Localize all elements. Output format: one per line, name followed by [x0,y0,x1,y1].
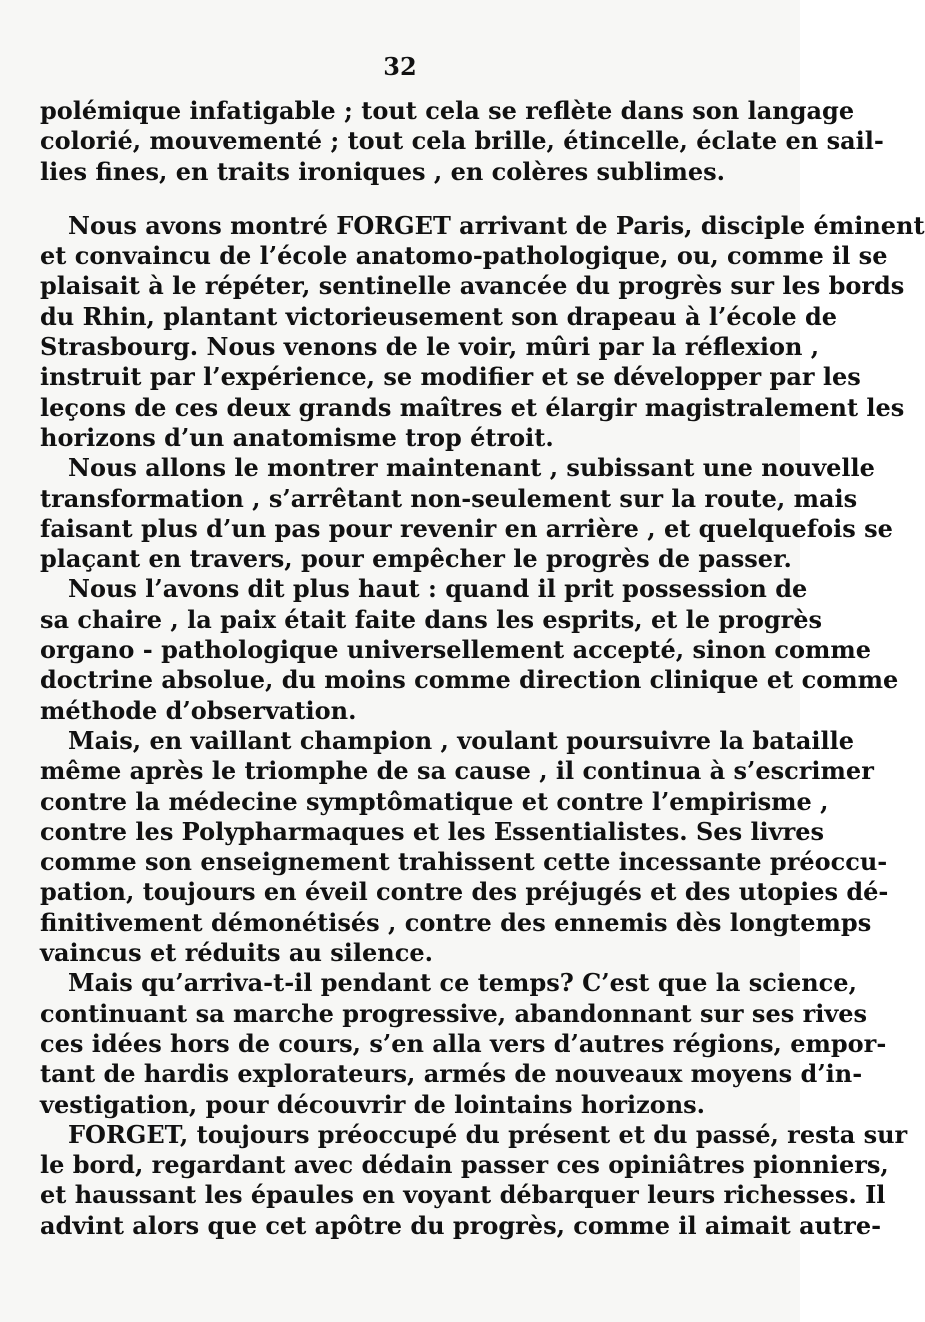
text-line: plaçant en travers, pour empêcher le progrès de passer. [40,544,792,574]
paragraph-gap [40,187,762,211]
paragraph [40,725,889,968]
text-line: méthode d’observation. [40,695,357,725]
paragraph [40,96,884,187]
text-line: tant de hardis explorateurs, armés de nouveaux moyens d’in- [40,1059,863,1089]
text-line: plaisait à le répéter, sentinelle avancée du progrès sur les bords [40,271,905,301]
text-line: Nous avons montré FORGET arrivant de Paris, disciple éminent [68,210,925,240]
text-line: contre les Polypharmaques et les Essentialistes. Ses livres [40,816,825,846]
text-line: vestigation, pour découvrir de lointains horizons. [40,1089,706,1119]
text-line: horizons d’un anatomisme trop étroit. [40,422,554,452]
text-line: leçons de ces deux grands maîtres et élargir magistralement les [40,392,905,422]
text-line: instruit par l’expérience, se modifier et se développer par les [40,362,861,392]
paragraph [40,968,887,1119]
text-line: Nous allons le montrer maintenant , subissant une nouvelle [68,453,875,483]
paragraph [40,453,893,574]
text-line: advint alors que cet apôtre du progrès, comme il aimait autre- [40,1210,882,1240]
text-line: le bord, regardant avec dédain passer ces opiniâtres pionniers, [40,1150,889,1180]
text-line: polémique infatigable ; tout cela se reflète dans son langage [40,96,855,125]
text-line: ces idées hors de cours, s’en alla vers d’autres régions, empor- [40,1028,887,1058]
text-line: transformation , s’arrêtant non-seulement sur la route, mais [40,483,858,513]
page-number: 32 [383,52,417,81]
paragraph [40,574,899,725]
text-line: finitivement démonétisés , contre des ennemis dès longtemps [40,907,872,937]
text-line: Nous l’avons dit plus haut : quand il prit possession de [68,574,808,604]
text-line: et convaincu de l’école anatomo-pathologique, ou, comme il se [40,241,888,271]
text-line: comme son enseignement trahissent cette incessante préoccu- [40,847,888,877]
text-line: pation, toujours en éveil contre des préjugés et des utopies dé- [40,877,889,907]
text-line: organo - pathologique universellement accepté, sinon comme [40,635,872,665]
text-line: même après le triomphe de sa cause , il continua à s’escrimer [40,756,874,786]
paragraph [40,1119,908,1241]
text-line: et haussant les épaules en voyant débarquer leurs richesses. Il [40,1180,886,1210]
text-line: vaincus et réduits au silence. [40,938,433,968]
text-line: doctrine absolue, du moins comme direction clinique et comme [40,665,899,695]
text-line: continuant sa marche progressive, abandonnant sur ses rives [40,998,868,1028]
text-line: Mais qu’arriva-t-il pendant ce temps? C’est que la science, [68,968,857,998]
text-line: lies fines, en traits ironiques , en colères sublimes. [40,156,725,186]
text-line: Strasbourg. Nous venons de le voir, mûri par la réflexion , [40,332,820,362]
text-line: contre la médecine symptômatique et contre l’empirisme , [40,786,829,816]
paragraph [40,210,925,453]
text-line: sa chaire , la paix était faite dans les esprits, et le progrès [40,604,823,634]
text-line: faisant plus d’un pas pour revenir en arrière , et quelquefois se [40,513,893,543]
text-line: du Rhin, plantant victorieusement son drapeau à l’école de [40,301,838,331]
page-body-text [40,96,925,1241]
text-line: colorié, mouvementé ; tout cela brille, étincelle, éclate en sail- [40,126,884,156]
text-line: FORGET, toujours préoccupé du présent et du passé, resta sur [68,1119,908,1149]
text-line: Mais, en vaillant champion , voulant poursuivre la bataille [68,725,854,755]
